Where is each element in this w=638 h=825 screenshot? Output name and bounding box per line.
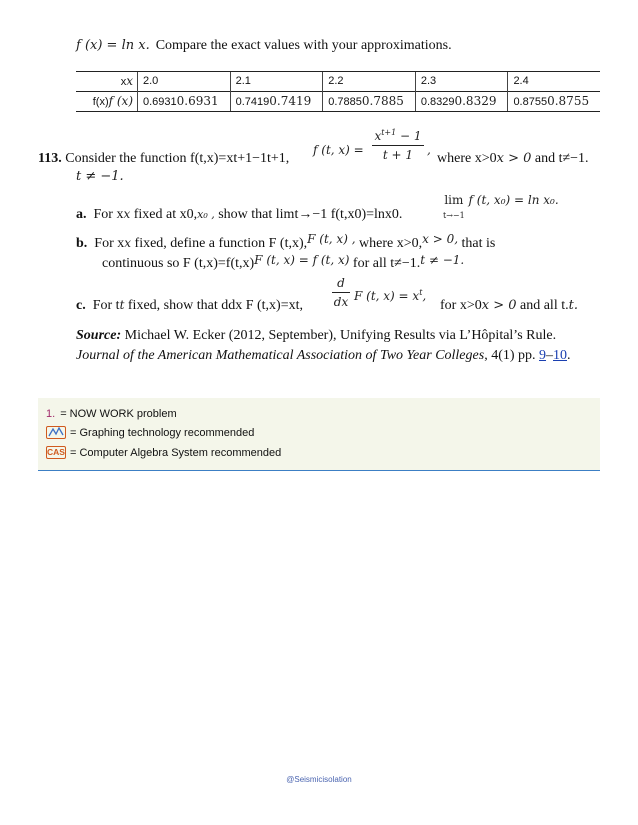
ex113-text1: Consider the function f(t,x)=xt+1−1t+1,: [65, 151, 290, 166]
part-a-limit: lim t→−1 f (t, x₀) = ln x₀.: [443, 193, 559, 220]
part-b-line1: b. For xx fixed, define a function F (t,x),F (t, x) , where x>0,x > 0, that is: [76, 232, 496, 251]
cell-x-2: 2.2: [323, 72, 416, 92]
cell-x-0: 2.0: [138, 72, 231, 92]
legend-cas: CAS = Computer Algebra System recommended: [47, 446, 282, 459]
legend-graphing: = Graphing technology recommended: [46, 426, 254, 439]
table-row-fx: [76, 92, 600, 112]
row-label-fx: f(x)f (x): [76, 92, 138, 112]
table-row-x: [76, 72, 600, 92]
source-citation: Source: Michael W. Ecker (2012, September), Unifying Results via L’Hôpital’s Rule. Journal of the American Mathematical Association of Two Year Colleges, 4(1) pp. 9–10.: [76, 328, 571, 363]
part-c-derivative: d dx: [333, 276, 349, 309]
nowork-marker: 1.: [46, 408, 56, 420]
ex113-number: 113.: [38, 151, 62, 166]
source-label: Source:: [76, 328, 122, 343]
cell-fx-1: 0.74190.7419: [230, 92, 323, 112]
cell-x-4: 2.4: [508, 72, 600, 92]
cell-x-3: 2.3: [415, 72, 508, 92]
ex113-formula-comma: ,: [427, 143, 431, 157]
page-start-link[interactable]: 9: [539, 348, 547, 363]
part-b-label: b.: [76, 236, 88, 251]
intro-line: [76, 38, 452, 54]
intro-text: Compare the exact values with your approximations.: [155, 38, 452, 53]
cell-fx-2: 0.78850.7885: [323, 92, 416, 112]
part-b-line2: continuous so F (t,x)=f(t,x)F (t, x) = f (t, x) for all t≠−1.t ≠ −1.: [102, 253, 465, 271]
part-a: a. For xx fixed at x0,x₀ , show that limt→−1 f(t,x0)=lnx0.: [76, 207, 403, 222]
ex113-where: where x>0x > 0 and t≠−1.: [437, 151, 589, 166]
part-c: c. For tt fixed, show that ddx F (t,x)=xt,: [76, 298, 303, 313]
journal-title: Journal of the American Mathematical Association of Two Year Colleges: [76, 348, 485, 363]
ex113-formula-fraction: [372, 128, 424, 162]
legend-box: [38, 398, 600, 471]
cell-x-1: 2.1: [230, 72, 323, 92]
cell-fx-3: 0.83290.8329: [415, 92, 508, 112]
part-c-formula: F (t, $x) = x^t$,: [354, 288, 427, 303]
values-table: [76, 71, 600, 112]
ex113-line1: [38, 151, 289, 167]
cell-fx-0: 0.69310.6931: [138, 92, 231, 112]
part-a-label: a.: [76, 207, 87, 222]
part-c-label: c.: [76, 298, 86, 313]
cas-icon: CAS: [47, 447, 65, 457]
ex113-formula-lhs: f (t, x) =: [313, 143, 364, 157]
ex113-numerator: $x^{t+1} - 1$: [374, 128, 422, 143]
ex113-line2: t ≠ −1.: [76, 169, 124, 184]
graphing-calculator-icon: [46, 426, 66, 439]
part-c-condition: for x>0x > 0 and all t.t.: [440, 298, 578, 313]
ex113-denominator: t + 1: [382, 148, 414, 162]
legend-nowork: 1. = NOW WORK problem: [46, 408, 177, 420]
cell-fx-4: 0.87550.8755: [508, 92, 600, 112]
watermark: @Seismicisolation: [286, 775, 352, 784]
page-end-link[interactable]: 10: [553, 348, 568, 363]
row-label-x: xx: [76, 72, 138, 92]
intro-math: f (x) = ln x.: [76, 38, 150, 53]
